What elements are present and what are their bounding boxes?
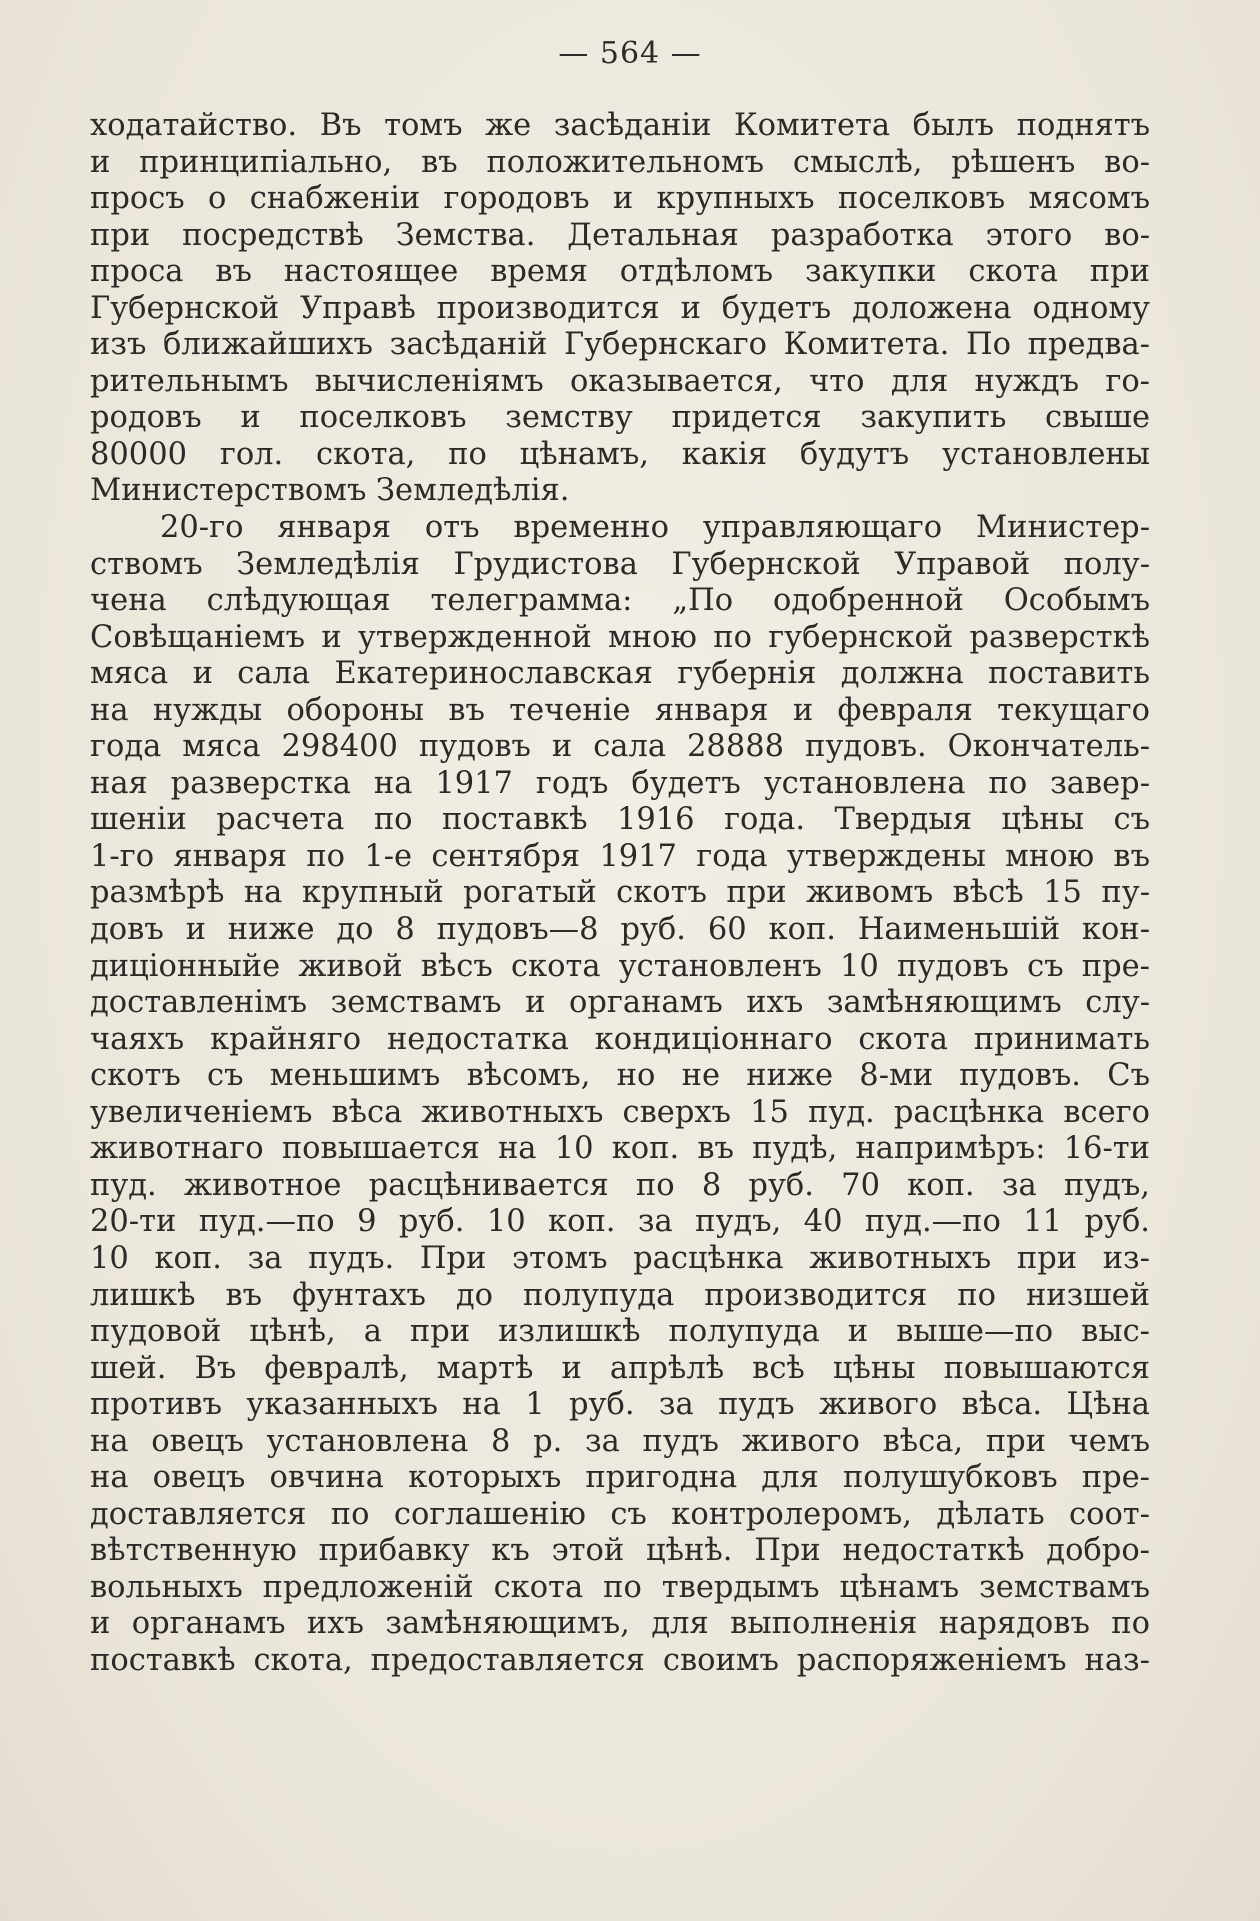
- text-line: диціонныйе живой вѣсъ скота установленъ 10 пудовъ съ пре-: [90, 948, 1150, 984]
- text-line: животнаго повышается на 10 коп. въ пудѣ, напримѣръ: 16-ти: [90, 1131, 1150, 1167]
- text-line: довъ и ниже до 8 пудовъ—8 руб. 60 коп. Наименьшій кон-: [90, 912, 1150, 948]
- text-line: доставленімъ земствамъ и органамъ ихъ замѣняющимъ слу-: [90, 985, 1150, 1021]
- text-line: родовъ и поселковъ земству придется закупить свыше: [90, 400, 1150, 436]
- text-line: года мяса 298400 пудовъ и сала 28888 пудовъ. Окончатель-: [90, 729, 1150, 765]
- text-line: проса въ настоящее время отдѣломъ закупки скота при: [90, 254, 1150, 290]
- text-line: 10 коп. за пудъ. При этомъ расцѣнка животныхъ при из-: [90, 1240, 1150, 1276]
- body-text: [90, 108, 1150, 1680]
- text-line: скотъ съ меньшимъ вѣсомъ, но не ниже 8-ми пудовъ. Съ: [90, 1058, 1150, 1094]
- text-line: 1-го января по 1-е сентября 1917 года утверждены мною въ: [90, 838, 1150, 874]
- text-line: 20-ти пуд.—по 9 руб. 10 коп. за пудъ, 40 пуд.—по 11 руб.: [90, 1204, 1150, 1240]
- text-line: на овецъ установлена 8 р. за пудъ живого вѣса, при чемъ: [90, 1423, 1150, 1459]
- text-line: мяса и сала Екатеринославская губернія должна поставить: [90, 656, 1150, 692]
- page-number: — 564 —: [558, 36, 702, 71]
- text-line: чена слѣдующая телеграмма: „По одобренной Особымъ: [90, 583, 1150, 619]
- text-line: изъ ближайшихъ засѣданій Губернскаго Комитета. По предва-: [90, 327, 1150, 363]
- text-line: на овецъ овчина которыхъ пригодна для полушубковъ пре-: [90, 1460, 1150, 1496]
- text-line: при посредствѣ Земства. Детальная разработка этого во-: [90, 217, 1150, 253]
- text-line: вѣтственную прибавку къ этой цѣнѣ. При недостаткѣ добро-: [90, 1533, 1150, 1569]
- text-line: 80000 гол. скота, по цѣнамъ, какія будутъ установлены: [90, 436, 1150, 472]
- text-line: пуд. животное расцѣнивается по 8 руб. 70 коп. за пудъ,: [90, 1167, 1150, 1203]
- text-line: рительнымъ вычисленіямъ оказывается, что для нуждъ го-: [90, 363, 1150, 399]
- text-line: ходатайство. Въ томъ же засѣданіи Комитета былъ поднятъ: [90, 108, 1150, 143]
- text-line: на нужды обороны въ теченіе января и февраля текущаго: [90, 692, 1150, 728]
- text-line: шеніи расчета по поставкѣ 1916 года. Твердыя цѣны съ: [90, 802, 1150, 838]
- text-line: просъ о снабженіи городовъ и крупныхъ поселковъ мясомъ: [90, 181, 1150, 217]
- text-line: и органамъ ихъ замѣняющимъ, для выполненія нарядовъ по: [90, 1606, 1150, 1642]
- text-line: размѣрѣ на крупный рогатый скотъ при живомъ вѣсѣ 15 пу-: [90, 875, 1150, 911]
- text-line: лишкѣ въ фунтахъ до полупуда производится по низшей: [90, 1277, 1150, 1313]
- text-line: противъ указанныхъ на 1 руб. за пудъ живого вѣса. Цѣна: [90, 1387, 1150, 1423]
- text-line: поставкѣ скота, предоставляется своимъ распоряженіемъ наз-: [90, 1642, 1150, 1678]
- text-line: пудовой цѣнѣ, а при излишкѣ полупуда и выше—по выс-: [90, 1314, 1150, 1350]
- text-line: Губернской Управѣ производится и будетъ доложена одному: [90, 290, 1150, 326]
- text-line: чаяхъ крайняго недостатка кондиціоннаго скота принимать: [90, 1021, 1150, 1057]
- text-line: Совѣщаніемъ и утвержденной мною по губернской разверсткѣ: [90, 619, 1150, 655]
- text-line: Министерствомъ Земледѣлія.: [90, 473, 570, 509]
- text-line: ная разверстка на 1917 годъ будетъ установлена по завер-: [90, 765, 1150, 801]
- text-line: вольныхъ предложеній скота по твердымъ цѣнамъ земствамъ: [90, 1569, 1150, 1605]
- text-line: шей. Въ февралѣ, мартѣ и апрѣлѣ всѣ цѣны повышаются: [90, 1350, 1150, 1386]
- text-line: 20-го января отъ временно управляющаго Министер-: [160, 510, 1150, 546]
- text-line: увеличеніемъ вѣса животныхъ сверхъ 15 пуд. расцѣнка всего: [90, 1094, 1150, 1130]
- text-line: доставляется по соглашенію съ контролеромъ, дѣлать соот-: [90, 1496, 1150, 1532]
- text-line: и принципіально, въ положительномъ смыслѣ, рѣшенъ во-: [90, 144, 1150, 180]
- text-line: ствомъ Земледѣлія Грудистова Губернской Управой полу-: [90, 546, 1150, 582]
